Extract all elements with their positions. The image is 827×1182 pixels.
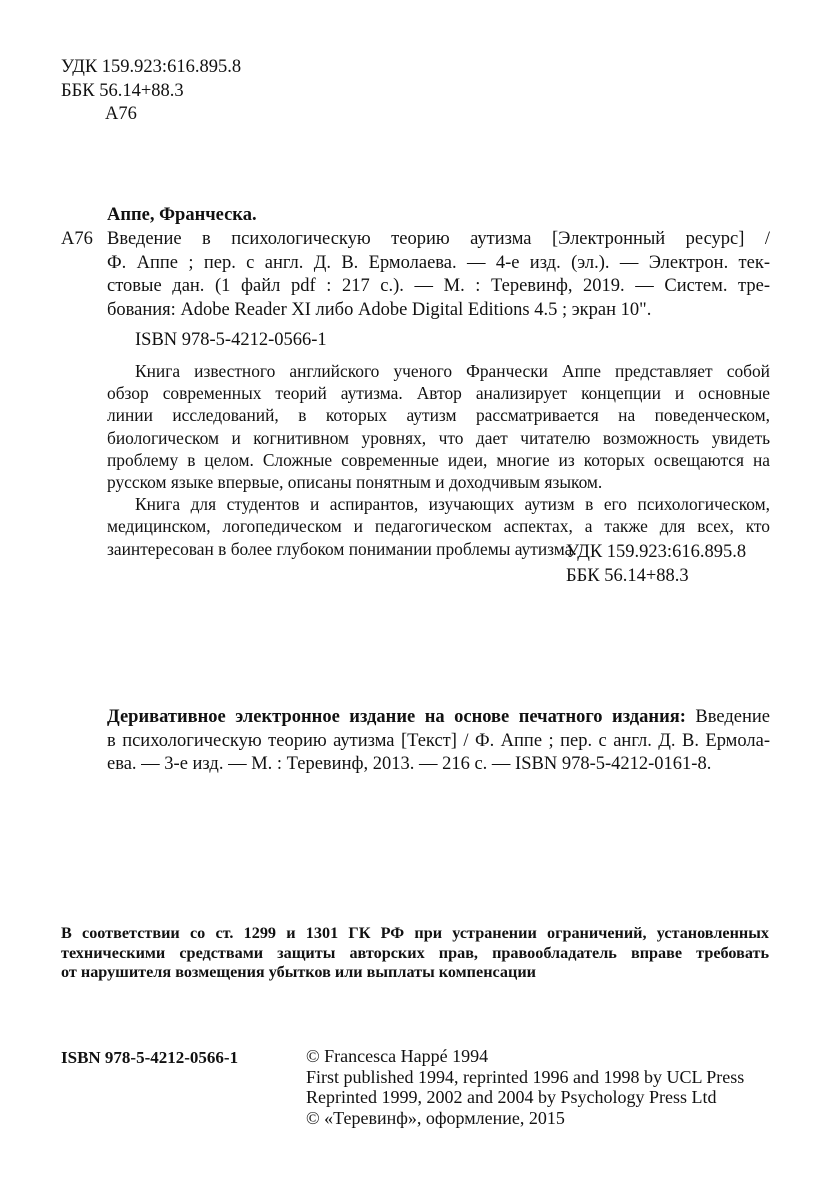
annotation-line: обзор современных теорий аутизма. Автор анализирует концепции и основные — [107, 383, 770, 404]
derivative-edition-note — [107, 706, 770, 777]
biblio-line: стовые дан. (1 файл pdf : 217 с.). — М. : Теревинф, 2019. — Систем. тре- — [107, 276, 770, 296]
annotation-line: русском языке впервые, описаны понятным и доходчивым языком. — [107, 472, 603, 493]
copyright-block — [306, 1046, 744, 1128]
annotation-line: линии исследований, в которых аутизм рассматривается на поведенческом, — [107, 405, 770, 426]
author-mark: А76 — [105, 104, 137, 124]
udk-code: УДК 159.923:616.895.8 — [61, 57, 242, 77]
derivative-line: в психологическую теорию аутизма [Текст] / Ф. Аппе ; пер. с англ. Д. В. Ермола- — [107, 730, 770, 751]
bbk-code: ББК 56.14+88.3 — [61, 80, 184, 101]
derivative-lead: Деривативное электронное издание на основе печатного издания: — [107, 707, 686, 727]
derivative-lead-rest: Введение — [685, 707, 770, 727]
biblio-line: Ф. Аппе ; пер. с англ. Д. В. Ермолаева. — 4-е изд. (эл.). — Электрон. тек- — [107, 252, 770, 273]
legal-line: от нарушителя возмещения убытков или выплаты компенсации — [61, 963, 536, 982]
footer-isbn: ISBN 978-5-4212-0566-1 — [61, 1048, 239, 1067]
bbk-code: ББК 56.14+88.3 — [566, 565, 689, 586]
biblio-author-mark: А76 — [61, 229, 93, 249]
biblio-line: Введение в психологическую теорию аутизма [Электронный ресурс] / — [107, 229, 770, 249]
legal-notice — [61, 924, 769, 983]
header-classification-codes — [61, 56, 241, 127]
annotation-line: Книга известного английского ученого Франчески Аппе представляет собой — [135, 361, 770, 381]
isbn: ISBN 978-5-4212-0566-1 — [135, 330, 327, 350]
copyright-line: © Francesca Happé 1994 — [306, 1046, 489, 1066]
annotation — [107, 360, 770, 560]
bibliographic-description — [107, 228, 770, 322]
annotation-line: заинтересован в более глубоком понимании проблемы аутизма. — [107, 538, 577, 559]
annotation-line: биологическом и когнитивном уровнях, что дает читателю возможность увидеть — [107, 427, 770, 448]
copyright-line: © «Теревинф», оформление, 2015 — [306, 1107, 565, 1128]
annotation-line: Книга для студентов и аспирантов, изучающих аутизм в его психологическом, — [135, 494, 770, 515]
udk-code: УДК 159.923:616.895.8 — [566, 542, 747, 562]
annotation-line: проблему в целом. Сложные современные идеи, многие из которых освещаются на — [107, 449, 770, 470]
biblio-line: бования: Adobe Reader XI либо Adobe Digital Editions 4.5 ; экран 10". — [107, 299, 652, 320]
footer-classification-codes — [566, 541, 746, 588]
derivative-line: ева. — 3-е изд. — М. : Теревинф, 2013. — 216 с. — ISBN 978-5-4212-0161-8. — [107, 754, 712, 774]
author-name: Аппе, Франческа. — [107, 205, 257, 225]
derivative-line — [107, 706, 770, 730]
legal-line: В соответствии со ст. 1299 и 1301 ГК РФ при устранении ограничений, установленных — [61, 924, 769, 942]
legal-line: техническими средствами защиты авторских прав, правообладатель вправе требовать — [61, 943, 769, 962]
copyright-line: Reprinted 1999, 2002 and 2004 by Psychology Press Ltd — [306, 1087, 717, 1108]
annotation-line: медицинском, логопедическом и педагогическом аспектах, а также для всех, кто — [107, 516, 770, 537]
copyright-line: First published 1994, reprinted 1996 and 1998 by UCL Press — [306, 1066, 745, 1087]
